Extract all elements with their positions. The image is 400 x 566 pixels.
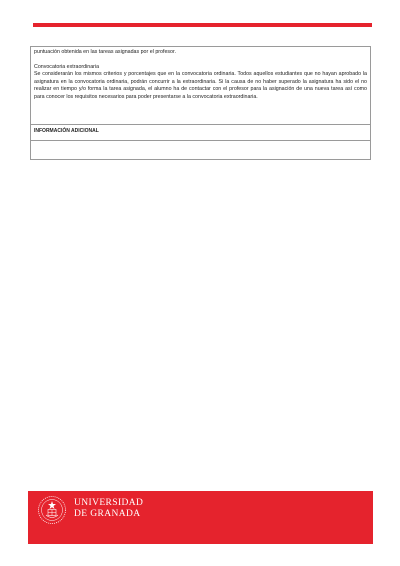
university-name-line-2: DE GRANADA xyxy=(74,509,141,519)
header-accent-bar xyxy=(33,23,372,27)
university-seal-icon xyxy=(37,495,67,525)
evaluation-paragraph: puntuación obtenida en las tareas asignadas por el profesor. xyxy=(34,49,176,55)
section-body-additional-info xyxy=(31,141,370,159)
university-name-line-1: UNIVERSIDAD xyxy=(74,498,144,508)
evaluation-text-cell xyxy=(31,47,370,125)
extraordinary-body: Se considerarán los mismos criterios y porcentajes que en la convocatoria ordinaria. Todos aquellos estudiantes que no hayan aprobado la asignatura en la convocatoria ordinaria, podrán concurrir a la extraordinaria. Si la causa de no haber superado la asignatura ha sido el no realizar en tiempo y/o forma la tarea asignada, el alumno ha de contactar con el profesor para la asignación de una nueva tarea así como para conocer los requisitos necesarios para poder presentarse a la convocatoria extraordinaria. xyxy=(34,71,367,100)
university-wordmark xyxy=(74,498,143,520)
content-table xyxy=(30,46,371,160)
extraordinary-title: Convocatoria extraordinaria xyxy=(34,63,100,70)
extraordinary-section xyxy=(34,64,367,102)
university-footer-banner xyxy=(28,491,373,544)
section-heading-additional-info: INFORMACIÓN ADICIONAL xyxy=(31,125,370,141)
